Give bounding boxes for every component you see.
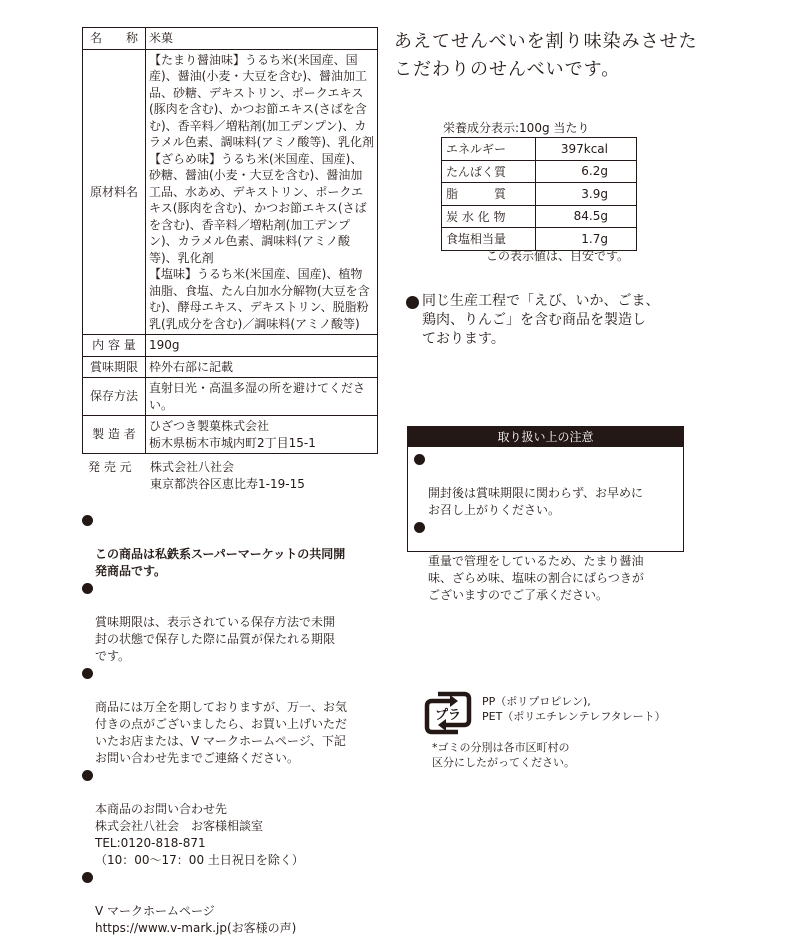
spec-storage-value: 直射日光・高温多湿の所を避けてください。 (146, 378, 378, 416)
note-text: 賞味期限は、表示されている保存方法で未開 封の状態で保存した際に品質が保たれる期限 です。 (95, 615, 336, 663)
spec-content-value: 190g (146, 335, 378, 357)
spec-row-storage (83, 378, 378, 416)
spec-ingredients-value: 【たまり醤油味】うるち米(米国産、国産)、醤油(小麦・大豆を含む)、醤油加工品、砂糖、デキストリン、ポークエキス(豚肉を含む)、かつお節エキス(さばを含む)、香辛料／増粘剤(加工デンプン)、カラメル色素、調味料(アミノ酸等)、乳化剤 【ざらめ味】うるち米(米国産、国産)、砂糖、醤油(小麦・大豆を含む)、醤油加工品、水あめ、デキストリン、ポークエキス(豚肉を含む)、かつお節エキス(さばを含む)、香辛料／増粘剤(加工デンプン)、カラメル色素、調味料(アミノ酸等)、乳化剤 【塩味】うるち米(米国産、国産)、植物油脂、食塩、たん白加水分解物(大豆を含む)、酵母エキス、デキストリン、脱脂粉乳(乳成分を含む)／調味料(アミノ酸等) (146, 49, 378, 335)
spec-row-content (83, 335, 378, 357)
note-item (82, 665, 382, 767)
nutrition-row (442, 183, 637, 206)
nutrition-value: 3.9g (536, 183, 637, 206)
spec-maker-label: 製 造 者 (83, 416, 146, 454)
nutrition-label: エネルギー (442, 138, 536, 161)
packaging-materials: PP（ポリプロピレン), PET（ポリエチレンテレフタレート） (482, 695, 666, 723)
bullet-icon (414, 522, 425, 533)
spec-row-maker (83, 416, 378, 454)
handling-item (414, 451, 677, 519)
note-text: この商品は私鉄系スーパーマーケットの共同開 発商品です。 (95, 547, 346, 578)
nutrition-footnote: この表示値は、目安です。 (486, 249, 630, 263)
spec-expiry-value: 枠外右部に記載 (146, 356, 378, 378)
handling-notice (407, 426, 684, 602)
seller-value: 株式会社八社会 東京都渋谷区恵比寿1-19-15 (150, 460, 305, 491)
note-item (82, 512, 382, 580)
nutrition-label: 食塩相当量 (442, 228, 536, 251)
spec-row-expiry (83, 356, 378, 378)
nutrition-value: 1.7g (536, 228, 637, 251)
bullet-icon (414, 454, 425, 465)
nutrition-label: 脂 質 (442, 183, 536, 206)
bullet-icon (82, 770, 93, 781)
spec-maker-value: ひざつき製菓株式会社 栃木県栃木市城内町2丁目15-1 (146, 416, 378, 454)
note-text: 本商品のお問い合わせ先 株式会社八社会 お客様相談室 TEL:0120-818-871 （10：00～17：00 土日祝日を除く） (95, 802, 304, 867)
note-text: 商品には万全を期しておりますが、万一、お気 付きの点がございましたら、お買い上げいただ いたお店または、V マークホームページ、下記 お問い合わせ先までご連絡ください。 (95, 700, 348, 765)
nutrition-value: 397kcal (536, 138, 637, 161)
nutrition-row (442, 205, 637, 228)
spec-ingredients-label: 原材料名 (83, 49, 146, 335)
manufacturing-note (406, 292, 686, 349)
spec-row-name (83, 28, 378, 50)
spec-name-label: 名 称 (83, 28, 146, 50)
manufacturing-text: 同じ生産工程で「えび、いか、ごま、 鶏肉、りんご」を含む商品を製造し ております。 (422, 293, 660, 347)
bullet-icon (82, 668, 93, 679)
nutrition-table (441, 137, 637, 251)
nutrition-row (442, 160, 637, 183)
bullet-icon (82, 583, 93, 594)
product-headline: あえてせんべいを割り味染みさせた こだわりのせんべいです。 (394, 31, 698, 80)
spec-row-ingredients (83, 49, 378, 335)
nutrition-label: 炭 水 化 物 (442, 205, 536, 228)
bullet-icon (406, 296, 419, 309)
product-spec-table (82, 27, 378, 454)
note-item (82, 869, 382, 937)
spec-content-label: 内 容 量 (83, 335, 146, 357)
handling-title: 取り扱い上の注意 (408, 427, 683, 447)
spec-storage-label: 保存方法 (83, 378, 146, 416)
handling-text: 重量で管理をしているため、たまり醤油 味、ざらめ味、塩味の割合にばらつきが ございますのでご了承ください。 (428, 554, 644, 602)
handling-text: 開封後は賞味期限に関わらず、お早めに お召し上がりください。 (428, 486, 644, 517)
nutrition-value: 6.2g (536, 160, 637, 183)
handling-item (414, 519, 677, 604)
bullet-icon (82, 872, 93, 883)
nutrition-value: 84.5g (536, 205, 637, 228)
garbage-note: *ゴミの分別は各市区町村の 区分にしたがってください。 (432, 741, 575, 769)
note-item (82, 580, 382, 665)
bullet-icon (82, 515, 93, 526)
product-notes (82, 512, 382, 937)
seller-label: 発 売 元 (88, 460, 132, 474)
recycle-mark-text: プラ (434, 708, 462, 723)
note-item (82, 767, 382, 869)
nutrition-label: たんぱく質 (442, 160, 536, 183)
note-text: V マークホームページ https://www.v-mark.jp(お客様の声) (95, 904, 297, 935)
spec-name-value: 米菓 (146, 28, 378, 50)
nutrition-caption: 栄養成分表示:100g 当たり (443, 121, 590, 135)
nutrition-row (442, 138, 637, 161)
spec-expiry-label: 賞味期限 (83, 356, 146, 378)
plastic-recycle-icon (424, 690, 472, 736)
